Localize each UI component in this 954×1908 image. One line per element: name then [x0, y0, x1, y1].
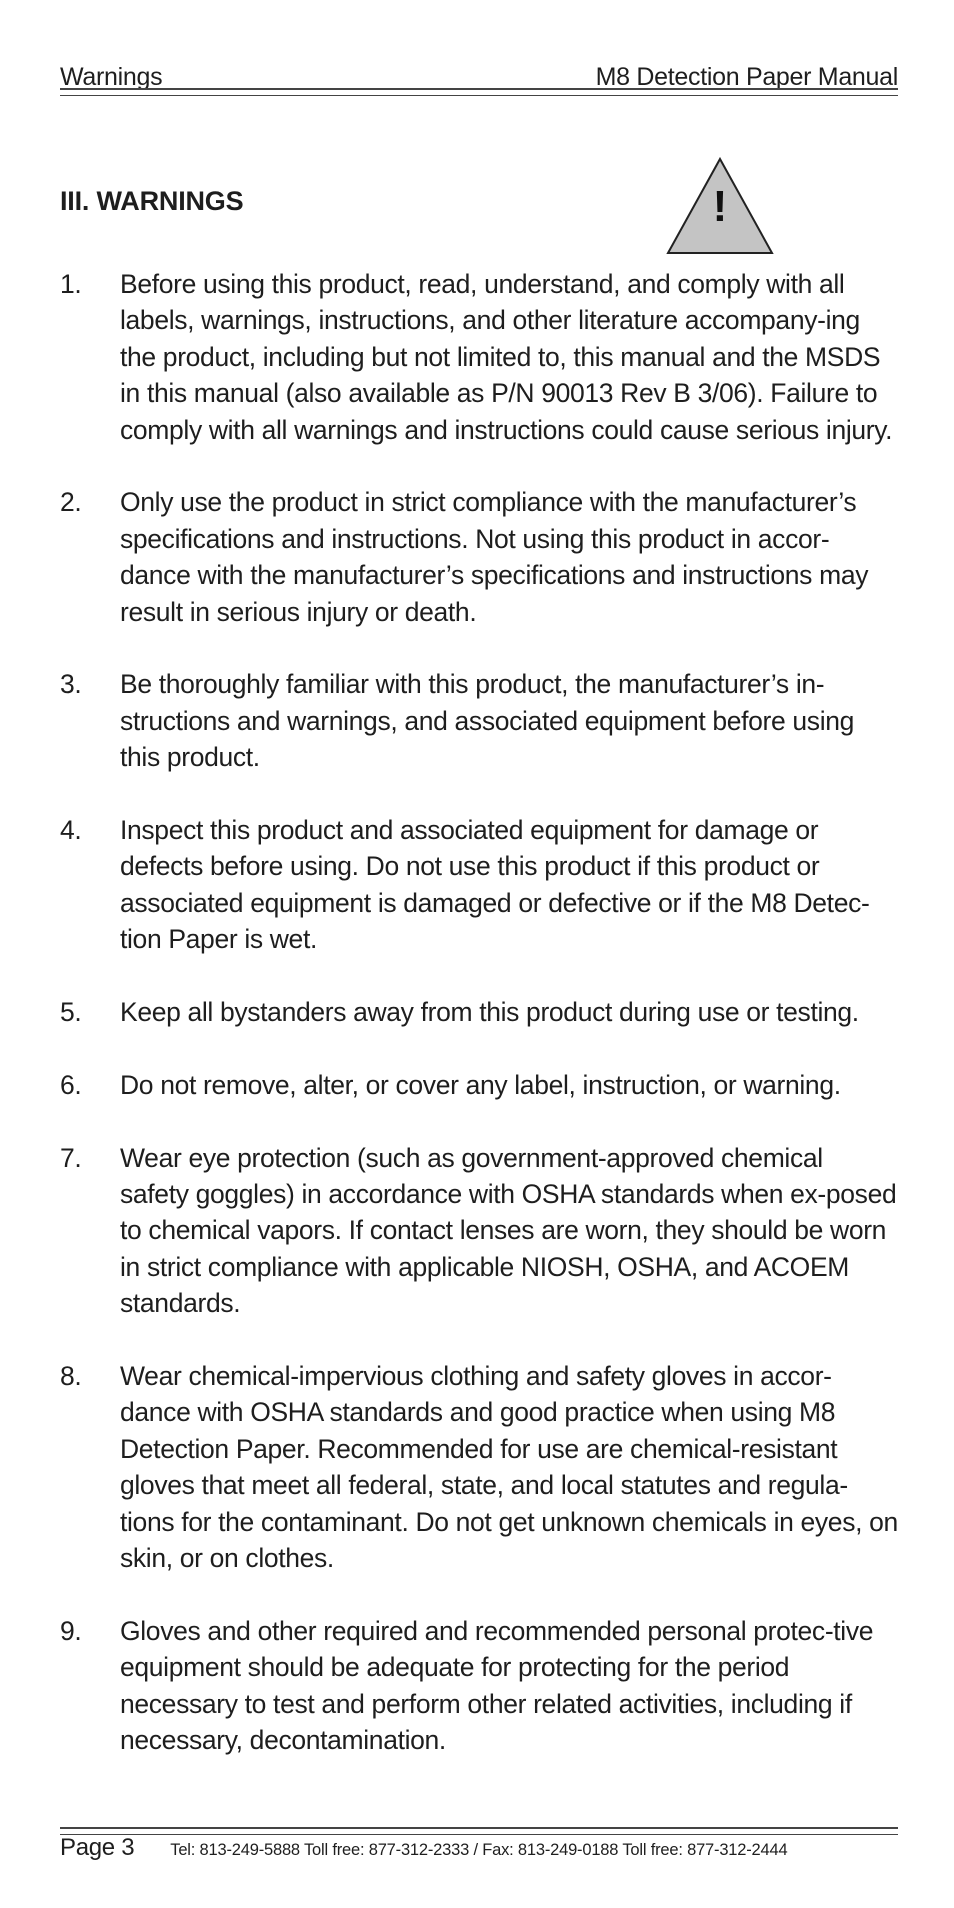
running-header [60, 52, 898, 92]
contact-line: Tel: 813-249-5888 Toll free: 877-312-2333 / Fax: 813-249-0188 Toll free: 877-312-2444 [170, 1841, 788, 1859]
item-number: 2. [60, 487, 82, 518]
item-text: Do not remove, alter, or cover any label, instruction, or warning. [120, 1069, 841, 1100]
item-text: Inspect this product and associated equipment for damage or defects before using. Do not use this product if this product or associated equipment is damaged or defective or if the M8 Detec-tion Paper is wet. [120, 815, 870, 955]
section-title: III. WARNINGS [60, 186, 244, 216]
item-text: Be thoroughly familiar with this product, the manufacturer’s in-structions and warnings, and associated equipment before using this product. [120, 669, 855, 773]
page-number: Page 3 [60, 1834, 135, 1861]
header-manual-title: M8 Detection Paper Manual [595, 63, 898, 91]
warning-item [60, 666, 898, 775]
item-text: Only use the product in strict compliance with the manufacturer’s specifications and instructions. Not using this product in accor-dance with the manufacturer’s specifications and instructions may result in serious injury or death. [120, 487, 869, 627]
page-footer [60, 1834, 898, 1862]
warning-item [60, 484, 898, 630]
item-number: 9. [60, 1615, 82, 1646]
warning-item [60, 812, 898, 958]
item-number: 4. [60, 815, 82, 846]
warning-item [60, 1613, 898, 1759]
warning-item [60, 1140, 898, 1322]
warning-item [60, 994, 898, 1030]
warning-item [60, 266, 898, 448]
warning-exclamation: ! [712, 182, 728, 231]
item-number: 3. [60, 669, 82, 700]
warning-triangle-icon [664, 155, 776, 257]
item-number: 1. [60, 269, 82, 299]
warnings-list [60, 266, 898, 1795]
item-number: 8. [60, 1361, 82, 1392]
warning-item [60, 1067, 898, 1103]
item-text: Wear eye protection (such as government-approved chemical safety goggles) in accordance with OSHA standards when ex-posed to chemical vapors. If contact lenses are worn, they should be worn in strict compliance with applicable NIOSH, OSHA, and ACOEM standards. [120, 1142, 897, 1319]
item-text: Gloves and other required and recommended personal protec-tive equipment should be adequate for protecting for the period necessary to test and perform other related activities, including if necessary, decontamination. [120, 1615, 874, 1756]
item-number: 6. [60, 1069, 82, 1100]
header-section-name: Warnings [60, 63, 163, 91]
header-rule [60, 88, 898, 96]
item-number: 5. [60, 997, 82, 1028]
item-text: Keep all bystanders away from this product during use or testing. [120, 997, 859, 1028]
item-text: Wear chemical-impervious clothing and safety gloves in accor-dance with OSHA standards and good practice when using M8 Detection Paper. Recommended for use are chemical-resistant gloves that meet all federal, state, and local statutes and regula-tions for the contaminant. Do not get unknown chemicals in eyes, on skin, or on clothes. [120, 1361, 898, 1574]
item-number: 7. [60, 1142, 82, 1173]
warning-item [60, 1358, 898, 1576]
item-text: Before using this product, read, understand, and comply with all labels, warnings, instructions, and other literature accompany-ing the product, including but not limited to, this manual and the MSDS in this manual (also available as P/N 90013 Rev B 3/06). Failure to comply with all warnings and instructions could cause serious injury. [120, 269, 893, 445]
